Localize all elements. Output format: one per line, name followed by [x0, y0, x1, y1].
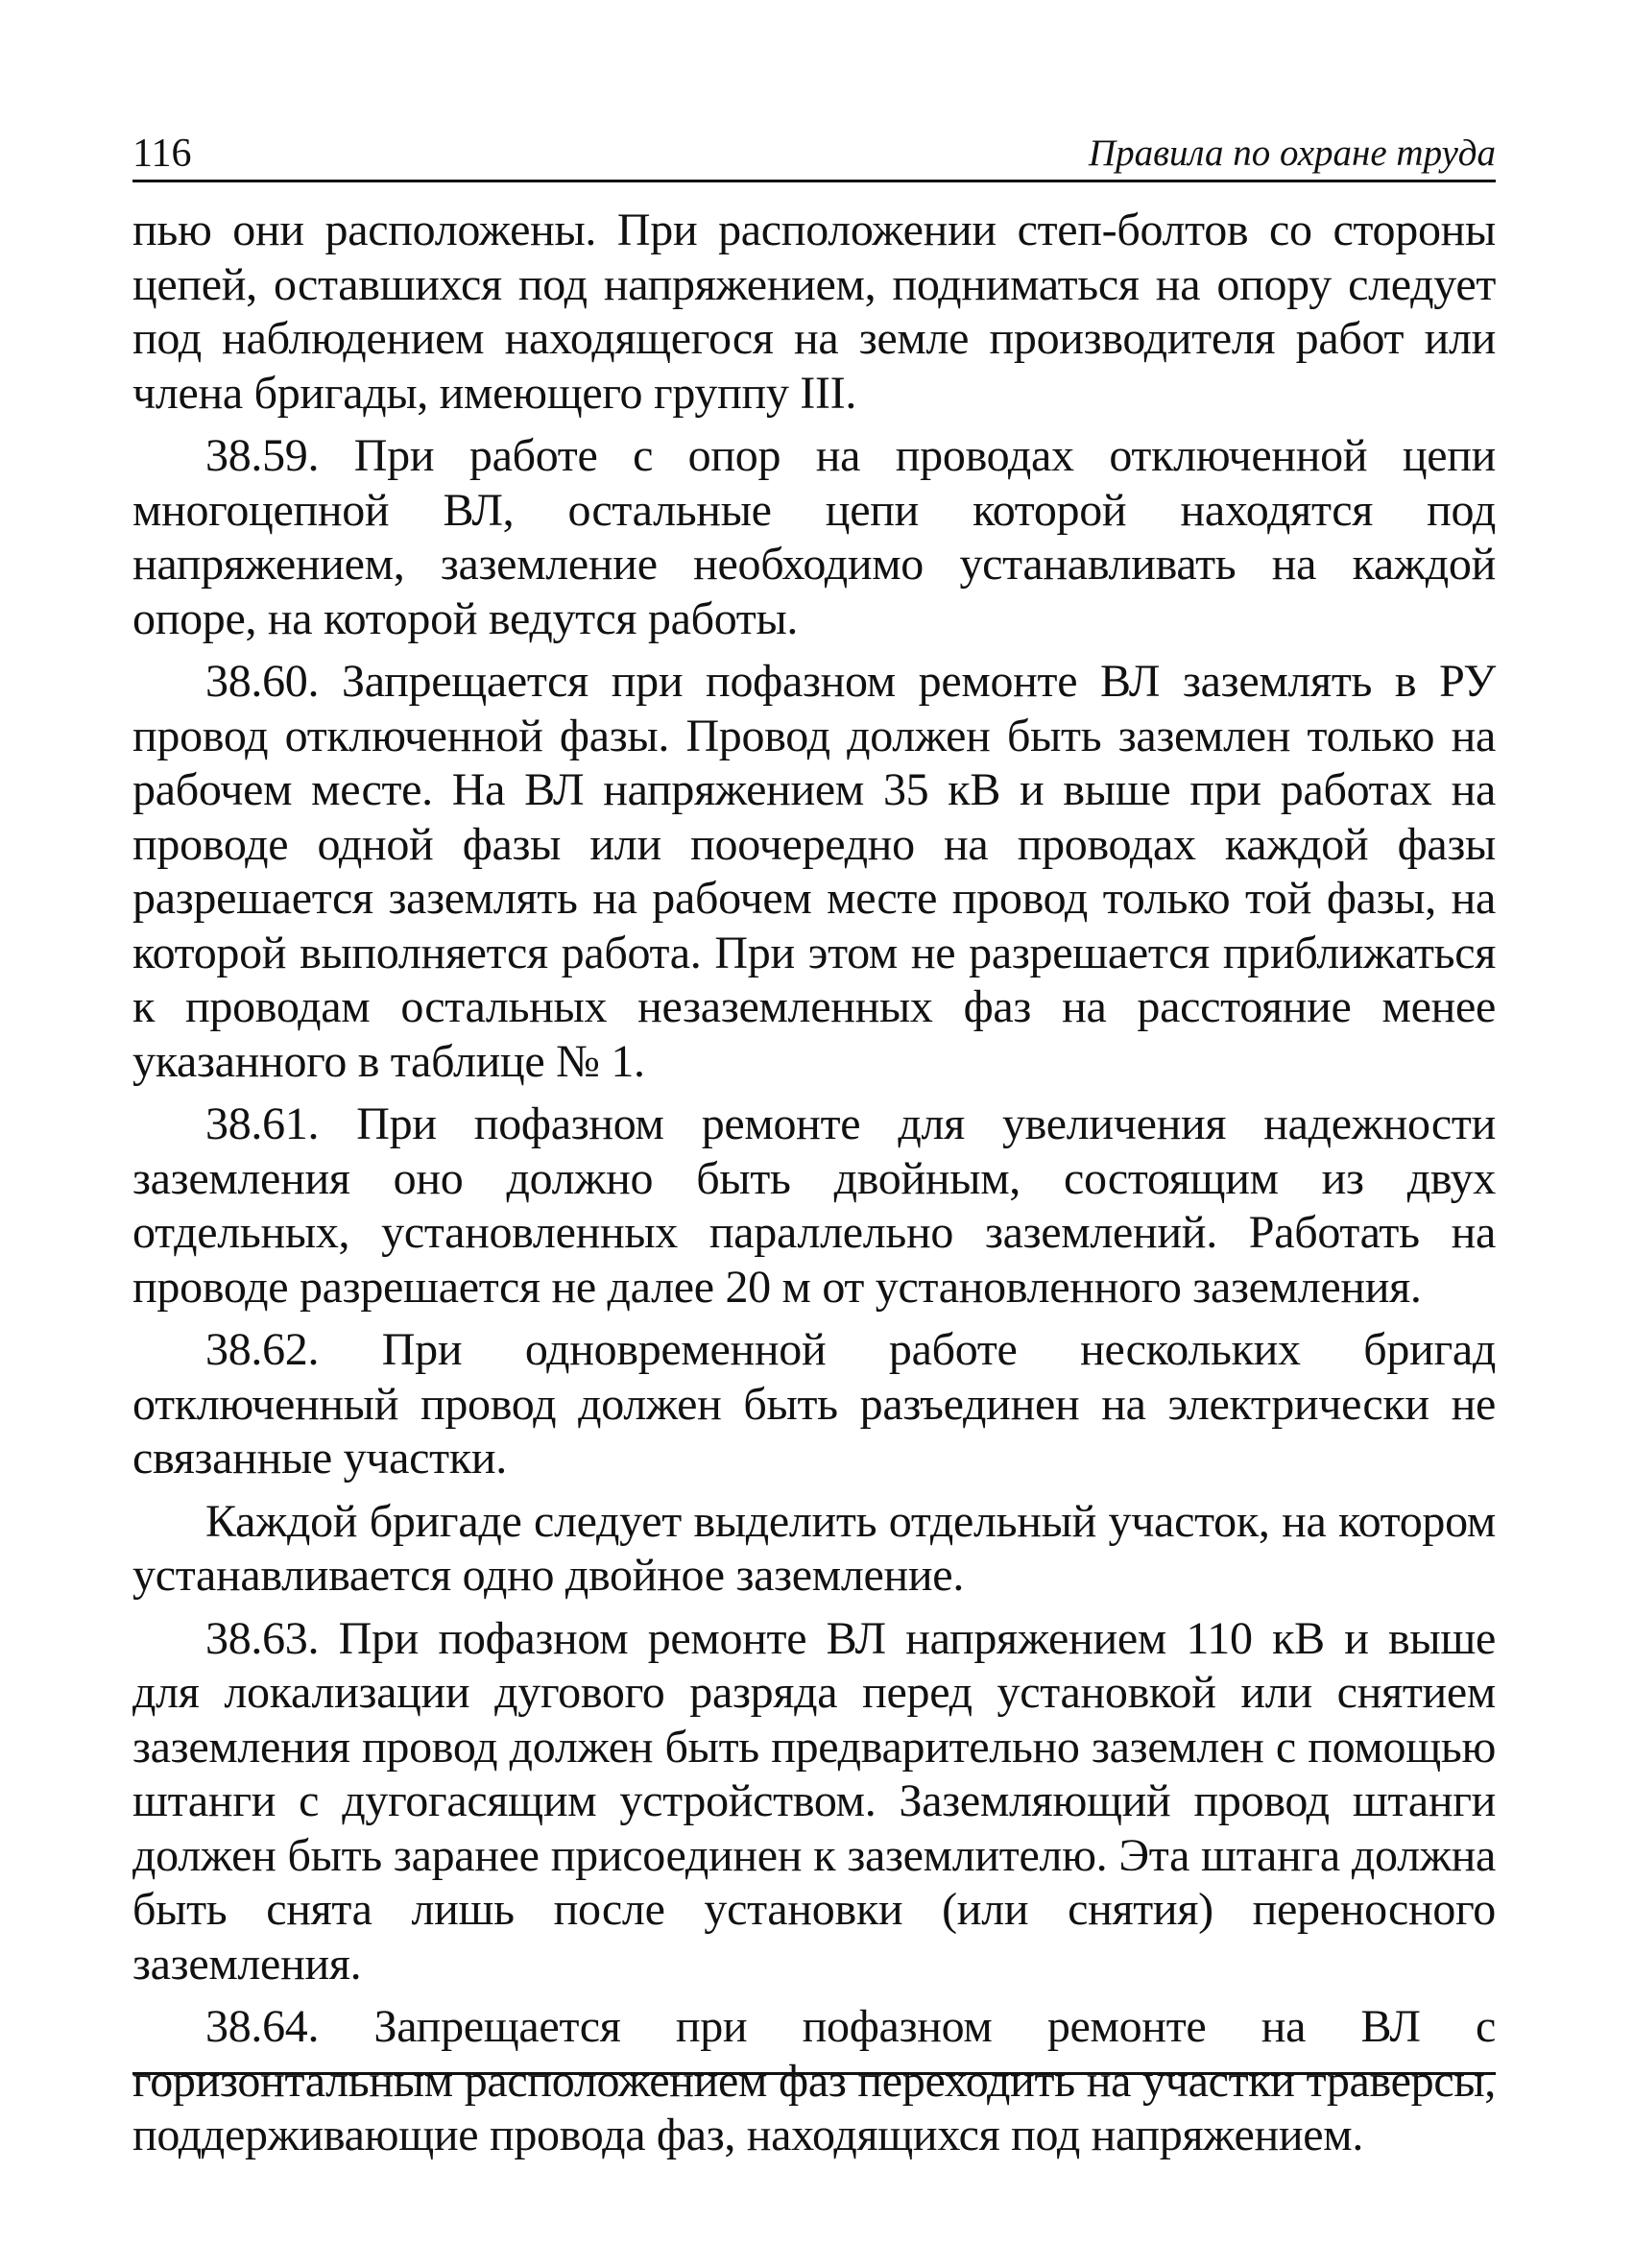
- page-number: 116: [132, 132, 192, 176]
- paragraph-38-62-continued: Каждой бригаде следует выделить отдельный участок, на котором устанавливается одно двойное заземление.: [132, 1495, 1496, 1601]
- bottom-rule: [132, 2072, 1496, 2075]
- running-title: Правила по охране труда: [1088, 133, 1496, 174]
- paragraph-38-60: 38.60. Запрещается при пофазном ремонте ВЛ заземлять в РУ провод отключенной фазы. Провод должен быть заземлен только на рабочем месте. На ВЛ напряжением 35 кВ и выше при работах на проводе одной фазы или поочередно на проводах каждой фазы разрешается заземлять на рабочем месте провод только той фазы, на которой выполняется работа. При этом не разрешается приближаться к проводам остальных незаземленных фаз на расстояние менее указанного в таблице № 1.: [132, 656, 1496, 1087]
- paragraph-38-64: 38.64. Запрещается при пофазном ремонте на ВЛ с горизонтальным расположением фаз переходить на участки траверсы, поддерживающие провода фаз, находящихся под напряжением.: [132, 2001, 1496, 2160]
- paragraph-38-61: 38.61. При пофазном ремонте для увеличения надежности заземления оно должно быть двойным, состоящим из двух отдельных, установленных параллельно заземлений. Работать на проводе разрешается не далее 20 м от установленного заземления.: [132, 1098, 1496, 1313]
- paragraph-continuation: пью они расположены. При расположении степ-болтов со стороны цепей, оставшихся под напряжением, подниматься на опору следует под наблюдением находящегося на земле производителя работ или члена бригады, имеющего группу III.: [132, 205, 1496, 419]
- paragraph-38-63: 38.63. При пофазном ремонте ВЛ напряжением 110 кВ и выше для локализации дугового разряда перед установкой или снятием заземления провод должен быть предварительно заземлен с помощью штанги с дугогасящим устройством. Заземляющий провод штанги должен быть заранее присоединен к заземлителю. Эта штанга должна быть снята лишь после установки (или снятия) переносного заземления.: [132, 1612, 1496, 1990]
- running-header: [132, 123, 1496, 182]
- paragraph-38-62: 38.62. При одновременной работе нескольких бригад отключенный провод должен быть разъединен на электрически не связанные участки.: [132, 1324, 1496, 1484]
- paragraph-38-59: 38.59. При работе с опор на проводах отключенной цепи многоцепной ВЛ, остальные цепи которой находятся под напряжением, заземление необходимо устанавливать на каждой опоре, на которой ведутся работы.: [132, 430, 1496, 644]
- body-text: [132, 204, 1496, 2172]
